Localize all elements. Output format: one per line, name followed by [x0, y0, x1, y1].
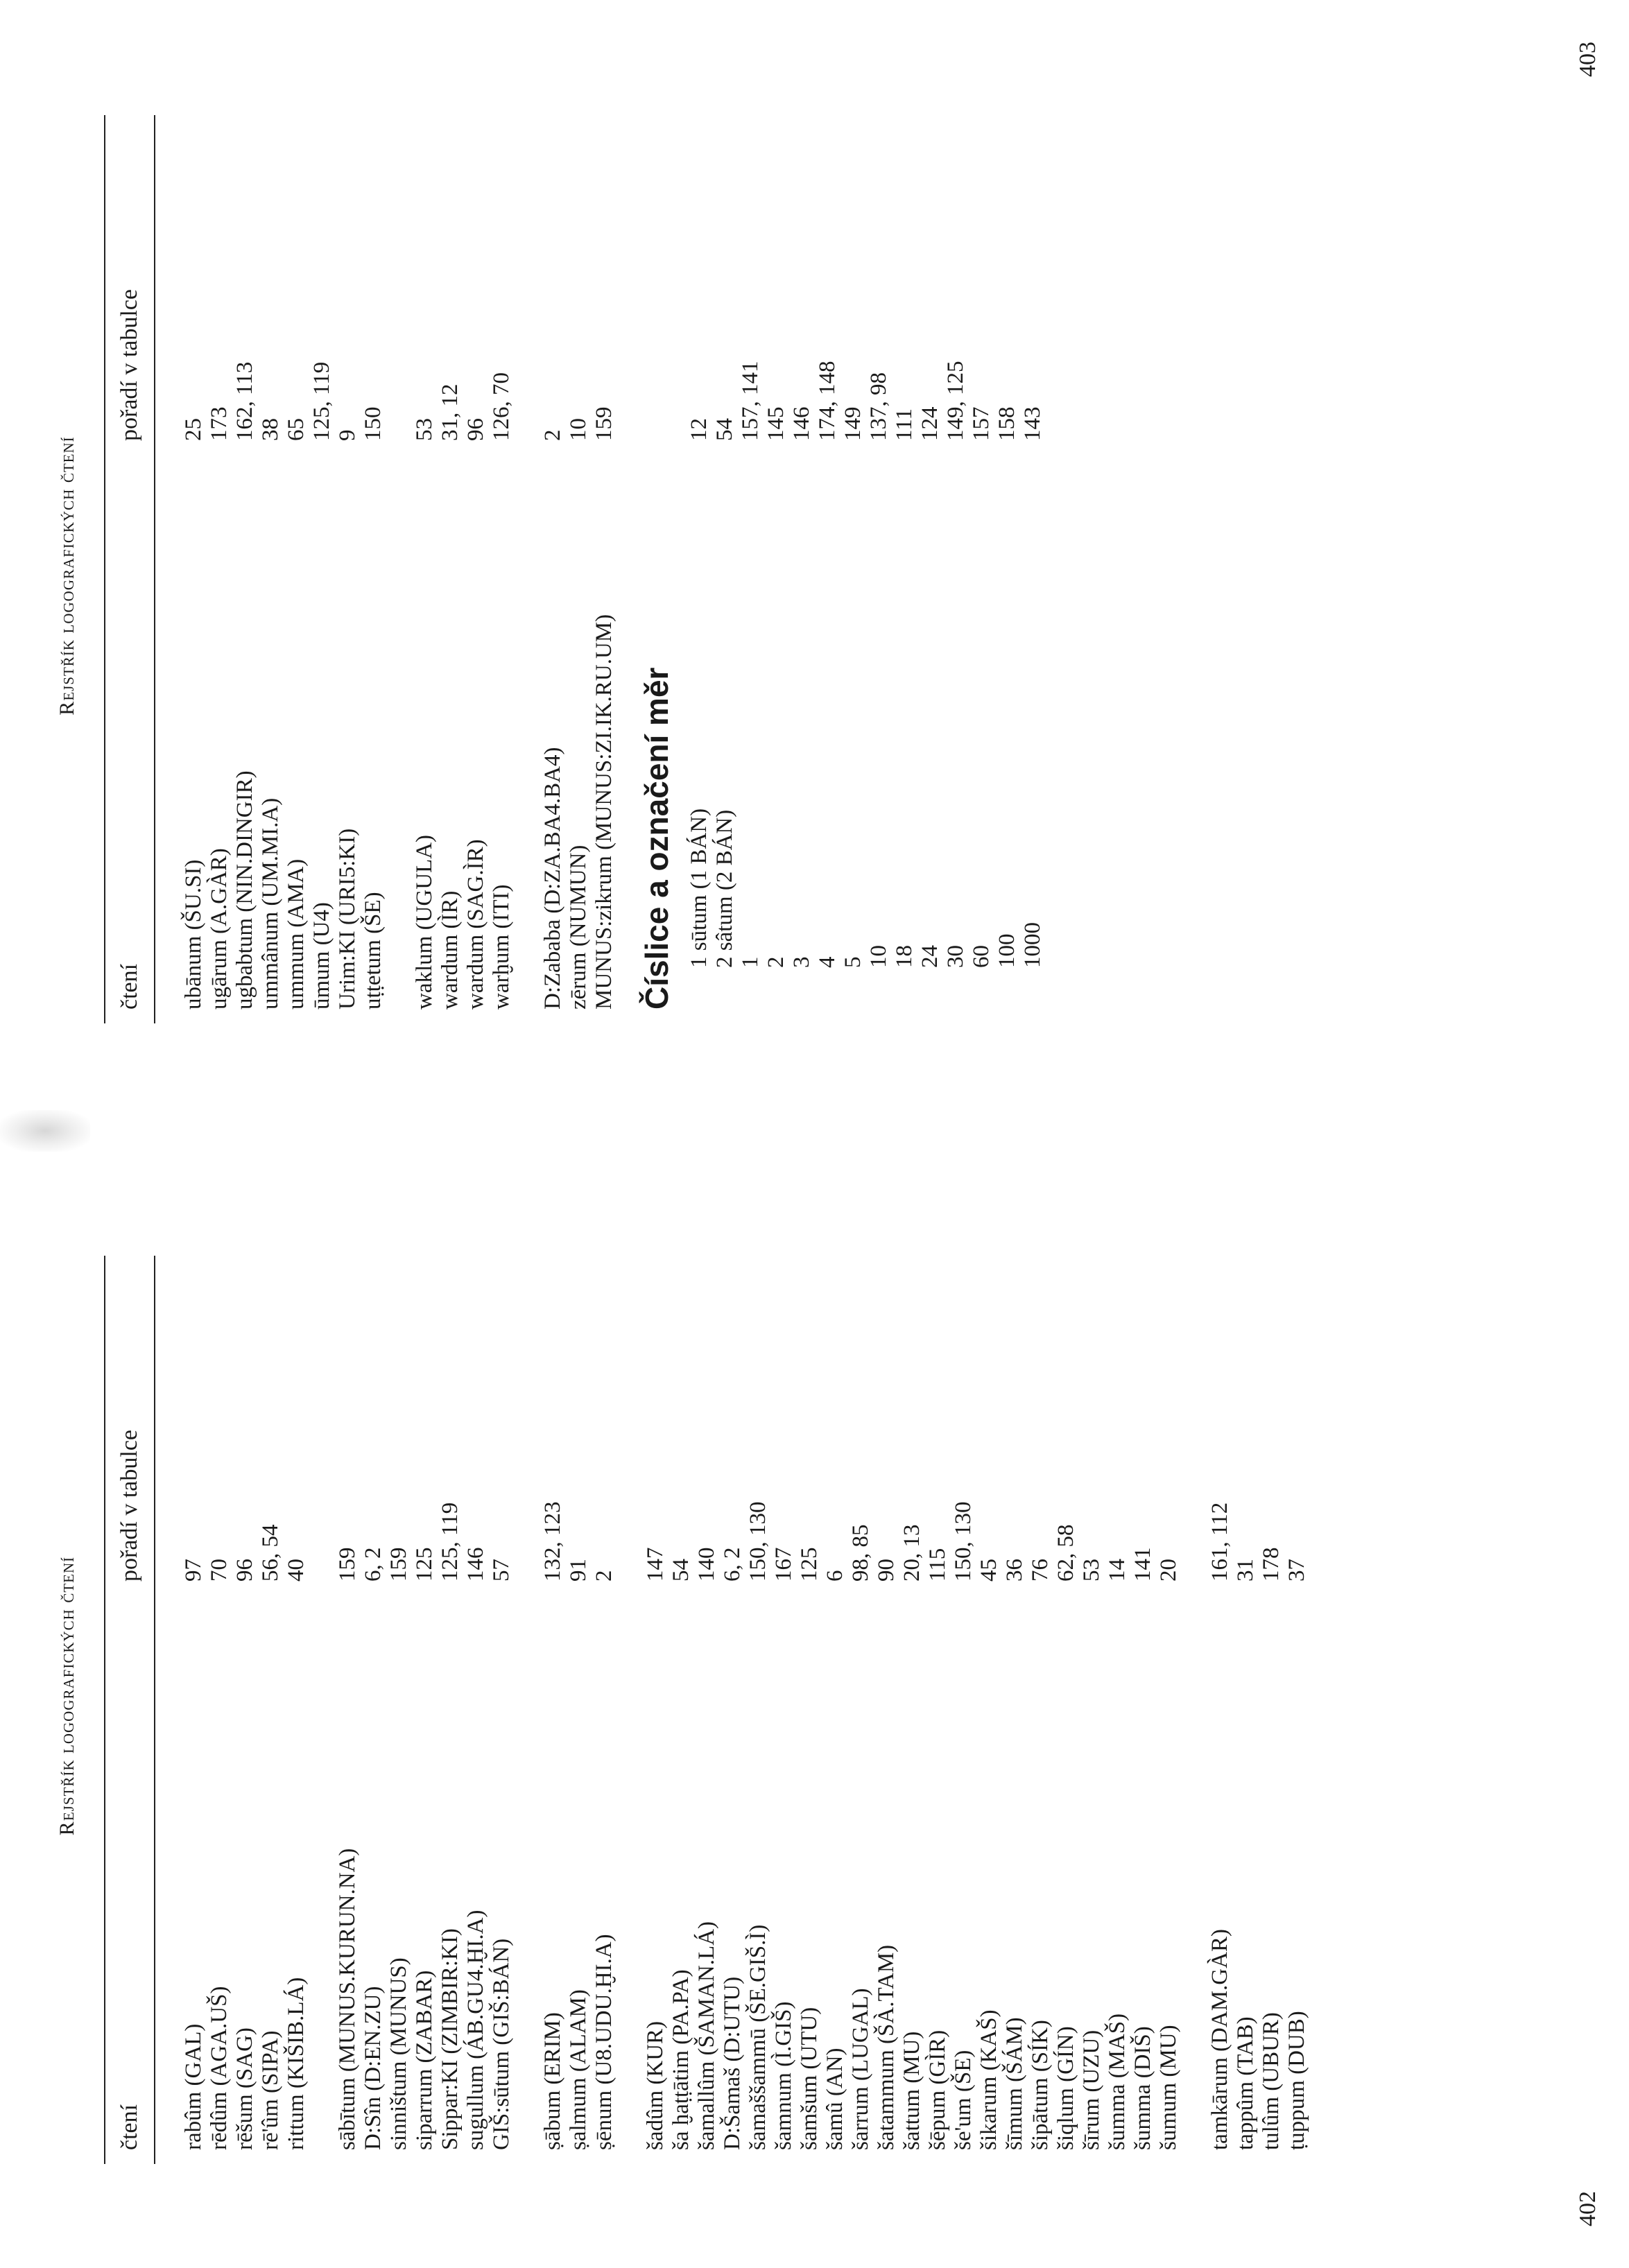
order-cell: 10	[566, 418, 591, 441]
reading-cell: sinništum (MUNUS)	[386, 1957, 411, 2150]
table-row	[738, 115, 764, 1023]
order-cell: 90	[874, 1559, 899, 1582]
table-row	[335, 115, 361, 1023]
reading-cell: ša ḫaṭṭātim (PA.PA)	[669, 1969, 693, 2150]
reading-cell: rabûm (GAL)	[181, 2023, 206, 2150]
table-row	[1053, 1256, 1079, 2164]
order-cell: 143	[1020, 406, 1045, 441]
page-number-right: 403	[1575, 42, 1601, 77]
order-cell: 125, 119	[438, 1502, 463, 1582]
table-row	[917, 115, 943, 1023]
order-cell: 159	[335, 1547, 360, 1582]
table-row	[1028, 1256, 1053, 2164]
table-row	[925, 1256, 951, 2164]
order-cell: 57	[489, 1559, 514, 1582]
reading-cell: šamaššammū (ŠE.GIŠ.Ì)	[745, 1924, 770, 2150]
index-table-right	[104, 115, 1046, 1023]
reading-cell: ṣēnum (U8.UDU.ḪI.A)	[592, 1934, 617, 2150]
reading-cell: še'um (ŠE)	[951, 2050, 976, 2150]
table-row	[764, 115, 789, 1023]
reading-cell: MUNUS:zikrum (MUNUS:ZI.IK.RU.UM)	[592, 614, 617, 1010]
order-cell: 149	[841, 406, 865, 441]
table-row	[566, 115, 592, 1023]
reading-cell: 1	[738, 956, 763, 968]
reading-cell: warḫum (ITI)	[489, 884, 514, 1010]
reading-cell: 60	[969, 945, 994, 968]
order-cell: 6	[822, 1570, 847, 1582]
reading-cell: šīmum (ŠÁM)	[1002, 2017, 1027, 2150]
order-cell: 54	[712, 418, 737, 441]
group-spacer	[515, 115, 540, 1023]
running-head-right: Rejstřík logografických čtení	[55, 436, 78, 716]
order-cell: 70	[207, 1559, 232, 1582]
table-row	[207, 1256, 232, 2164]
table-row	[489, 1256, 515, 2164]
reading-cell: 1 sūtum (1 BÁN)	[687, 808, 712, 968]
reading-cell: tulûm (UBUR)	[1259, 2012, 1284, 2150]
order-cell: 150	[361, 406, 386, 441]
order-cell: 2	[592, 1570, 617, 1582]
order-cell: 159	[592, 406, 617, 441]
order-cell: 140	[694, 1547, 719, 1582]
reading-cell: GIŠ:sūtum (GIŠ:BÁN)	[489, 1938, 514, 2150]
numerals-table-body	[687, 115, 1046, 1023]
reading-cell: šadûm (KUR)	[643, 2020, 668, 2150]
order-cell: 174, 148	[815, 361, 840, 441]
table-row	[412, 1256, 438, 2164]
order-cell: 96	[463, 418, 488, 441]
order-cell: 53	[1079, 1559, 1104, 1582]
table-row	[181, 1256, 207, 2164]
reading-cell: sugullum (ÁB.GU4.ḪI.A)	[463, 1910, 488, 2150]
table-row	[848, 1256, 874, 2164]
order-cell: 6, 2	[720, 1547, 745, 1582]
table-row	[1020, 115, 1046, 1023]
order-cell: 141	[1130, 1547, 1155, 1582]
table-row	[1233, 1256, 1259, 2164]
column-header-order: pořadí v tabulce	[117, 288, 142, 441]
table-header	[105, 1256, 155, 2164]
order-cell: 150, 130	[951, 1501, 976, 1582]
table-row	[592, 115, 617, 1023]
table-row	[309, 115, 335, 1023]
order-cell: 62, 58	[1053, 1524, 1078, 1582]
order-cell: 111	[892, 408, 917, 441]
table-row	[181, 115, 207, 1023]
reading-cell: šattum (MU)	[899, 2031, 924, 2150]
order-cell: 125	[412, 1547, 437, 1582]
reading-cell: šiqlum (GÍN)	[1053, 2026, 1078, 2150]
table-row	[720, 1256, 745, 2164]
order-cell: 157	[969, 406, 994, 441]
order-cell: 20	[1156, 1559, 1181, 1582]
order-cell: 125	[797, 1547, 822, 1582]
group-spacer	[309, 1256, 335, 2164]
order-cell: 97	[181, 1559, 206, 1582]
table-row	[797, 1256, 822, 2164]
table-row	[712, 115, 738, 1023]
table-row	[643, 1256, 669, 2164]
reading-cell: uṭṭetum (ŠE)	[361, 892, 386, 1010]
reading-cell: Urim:KI (URI5:KI)	[335, 828, 360, 1010]
reading-cell: D:Sîn (D:EN.ZU)	[361, 1986, 386, 2150]
table-row	[412, 115, 438, 1023]
order-cell: 38	[258, 418, 283, 441]
table-row	[1284, 1256, 1310, 2164]
table-row	[866, 115, 892, 1023]
reading-cell: 100	[994, 933, 1019, 968]
reading-cell: šamšum (UTU)	[797, 2007, 822, 2150]
reading-cell: šipātum (SÍK)	[1028, 2020, 1053, 2150]
order-cell: 37	[1284, 1559, 1309, 1582]
table-row	[1079, 1256, 1105, 2164]
table-row	[969, 115, 994, 1023]
table-row	[335, 1256, 361, 2164]
table-row	[284, 115, 309, 1023]
order-cell: 159	[386, 1547, 411, 1582]
order-cell: 126, 70	[489, 372, 514, 441]
reading-cell: sābītum (MUNUS.KURUN.NA)	[335, 1848, 360, 2150]
reading-cell: 18	[892, 945, 917, 968]
table-row	[669, 1256, 694, 2164]
group-spacer	[617, 1256, 643, 2164]
column-header-order: pořadí v tabulce	[117, 1429, 142, 1582]
order-cell: 54	[669, 1559, 693, 1582]
reading-cell: rēšum (SAG)	[232, 2027, 257, 2150]
order-cell: 36	[1002, 1559, 1027, 1582]
order-cell: 53	[412, 418, 437, 441]
order-cell: 6, 2	[361, 1547, 386, 1582]
reading-cell: ṭuppum (DUB)	[1284, 2011, 1309, 2150]
order-cell: 98, 85	[848, 1524, 873, 1582]
order-cell: 173	[207, 406, 232, 441]
order-cell: 162, 113	[232, 361, 257, 441]
table-row	[1002, 1256, 1028, 2164]
order-cell: 124	[917, 406, 942, 441]
reading-cell: ūmum (U4)	[309, 902, 334, 1010]
column-header-reading: čtení	[117, 2104, 142, 2150]
reading-cell: šatammum (ŠÀ.TAM)	[874, 1944, 899, 2150]
table-row	[284, 1256, 309, 2164]
reading-cell: šamnum (Ì.GIŠ)	[771, 2001, 796, 2150]
order-cell: 2	[540, 429, 565, 441]
table-row	[258, 1256, 284, 2164]
table-row	[694, 1256, 720, 2164]
reading-cell: D:Šamaš (D:UTU)	[720, 1976, 745, 2150]
index-table-left	[104, 1256, 1310, 2164]
reading-cell: šamallûm (ŠAMAN.LÁ)	[694, 1921, 719, 2150]
order-cell: 147	[643, 1547, 668, 1582]
reading-cell: Sippar:KI (ZIMBIR:KI)	[438, 1928, 463, 2150]
reading-cell: šēpum (GÌR)	[925, 2029, 950, 2150]
reading-cell: ugārum (A.GÀR)	[207, 848, 232, 1010]
reading-cell: 1000	[1020, 922, 1045, 968]
table-row	[943, 115, 969, 1023]
table-row	[994, 115, 1020, 1023]
order-cell: 20, 13	[899, 1524, 924, 1582]
column-header-reading: čtení	[117, 963, 142, 1010]
order-cell: 25	[181, 418, 206, 441]
reading-cell: 2 sâtum (2 BÁN)	[712, 809, 737, 968]
table-row	[874, 1256, 899, 2164]
order-cell: 40	[284, 1559, 309, 1582]
reading-cell: ṣalmum (ALAM)	[566, 1989, 591, 2150]
reading-cell: šumum (MU)	[1156, 2025, 1181, 2150]
table-row	[463, 1256, 489, 2164]
reading-cell: ṣābum (ERIM)	[540, 2012, 565, 2150]
order-cell: 161, 112	[1207, 1502, 1232, 1582]
page-number-left: 402	[1575, 2191, 1601, 2226]
table-row	[232, 1256, 258, 2164]
reading-cell: rittum (KIŠIB.LÁ)	[284, 1977, 309, 2150]
table-row	[745, 1256, 771, 2164]
reading-cell: rēdûm (AGA.UŠ)	[207, 1986, 232, 2150]
group-spacer	[515, 1256, 540, 2164]
table-row	[463, 115, 489, 1023]
reading-cell: rē'ûm (SIPA)	[258, 2030, 283, 2150]
reading-cell: zērum (NUMUN)	[566, 845, 591, 1010]
reading-cell: šamû (AN)	[822, 2048, 847, 2150]
table-row	[1259, 1256, 1284, 2164]
reading-cell: ummum (AMA)	[284, 858, 309, 1010]
table-row	[892, 115, 917, 1023]
reading-cell: ubānum (ŠU.SI)	[181, 859, 206, 1010]
table-row	[207, 115, 232, 1023]
reading-cell: ugbabtum (NIN.DINGIR)	[232, 770, 257, 1010]
table-row	[841, 115, 866, 1023]
reading-cell: ummânum (UM.MI.A)	[258, 797, 283, 1010]
table-row	[232, 115, 258, 1023]
reading-cell: wardum (SAG.ÌR)	[463, 839, 488, 1010]
order-cell: 9	[335, 429, 360, 441]
order-cell: 125, 119	[309, 361, 334, 441]
section-title-numerals: Číslice a označení měr	[639, 667, 675, 1010]
table-row	[1207, 1256, 1233, 2164]
reading-cell: šikarum (KAŠ)	[976, 2009, 1001, 2150]
table-row	[687, 115, 712, 1023]
table-row	[361, 115, 386, 1023]
order-cell: 167	[771, 1547, 796, 1582]
table-row	[540, 1256, 566, 2164]
order-cell: 150, 130	[745, 1501, 770, 1582]
order-cell: 76	[1028, 1559, 1053, 1582]
order-cell: 12	[687, 418, 712, 441]
running-head-left: Rejstřík logografických čtení	[55, 1556, 78, 1836]
reading-cell: 5	[841, 956, 865, 968]
table-row	[540, 115, 566, 1023]
reading-cell: siparrum (ZABAR)	[412, 1970, 437, 2150]
table-row	[789, 115, 815, 1023]
reading-cell: 4	[815, 956, 840, 968]
table-row	[1156, 1256, 1182, 2164]
table-row	[438, 115, 463, 1023]
table-row	[1105, 1256, 1130, 2164]
order-cell: 14	[1105, 1559, 1130, 1582]
order-cell: 96	[232, 1559, 257, 1582]
order-cell: 137, 98	[866, 372, 891, 441]
left-page	[0, 1145, 1629, 2268]
reading-cell: šarrum (LUGAL)	[848, 1988, 873, 2150]
reading-cell: 3	[789, 956, 814, 968]
table-row	[822, 1256, 848, 2164]
table-row	[386, 1256, 412, 2164]
order-cell: 56, 54	[258, 1524, 283, 1582]
table-row	[771, 1256, 797, 2164]
order-cell: 157, 141	[738, 361, 763, 441]
order-cell: 65	[284, 418, 309, 441]
order-cell: 31	[1233, 1559, 1258, 1582]
table-row	[566, 1256, 592, 2164]
reading-cell: waklum (UGULA)	[412, 834, 437, 1010]
order-cell: 145	[764, 406, 788, 441]
group-spacer	[386, 115, 412, 1023]
order-cell: 158	[994, 406, 1019, 441]
reading-cell: šīrum (UZU)	[1079, 2029, 1104, 2150]
reading-cell: 10	[866, 945, 891, 968]
order-cell: 31, 12	[438, 383, 463, 441]
order-cell: 178	[1259, 1547, 1284, 1582]
order-cell: 115	[925, 1548, 950, 1582]
table-row	[899, 1256, 925, 2164]
table-row	[438, 1256, 463, 2164]
reading-cell: 30	[943, 945, 968, 968]
order-cell: 149, 125	[943, 361, 968, 441]
order-cell: 146	[463, 1547, 488, 1582]
table-body	[181, 115, 617, 1023]
table-row	[976, 1256, 1002, 2164]
table-body	[181, 1256, 1310, 2164]
right-page	[0, 0, 1629, 1131]
table-row	[361, 1256, 386, 2164]
reading-cell: šumma (MAŠ)	[1105, 2013, 1130, 2150]
group-spacer	[1182, 1256, 1207, 2164]
table-header	[105, 115, 155, 1023]
reading-cell: wardum (ÌR)	[438, 890, 463, 1010]
order-cell: 146	[789, 406, 814, 441]
reading-cell: 2	[764, 956, 788, 968]
reading-cell: tamkārum (DAM.GÀR)	[1207, 1929, 1232, 2150]
order-cell: 132, 123	[540, 1501, 565, 1582]
table-row	[1130, 1256, 1156, 2164]
reading-cell: D:Zababa (D:ZA.BA4.BA4)	[540, 747, 565, 1010]
table-row	[951, 1256, 976, 2164]
reading-cell: 24	[917, 945, 942, 968]
reading-cell: šumma (DIŠ)	[1130, 2026, 1155, 2150]
reading-cell: tappûm (TAB)	[1233, 2016, 1258, 2150]
order-cell: 91	[566, 1559, 591, 1582]
table-row	[815, 115, 841, 1023]
table-row	[258, 115, 284, 1023]
table-row	[592, 1256, 617, 2164]
order-cell: 45	[976, 1559, 1001, 1582]
table-row	[489, 115, 515, 1023]
